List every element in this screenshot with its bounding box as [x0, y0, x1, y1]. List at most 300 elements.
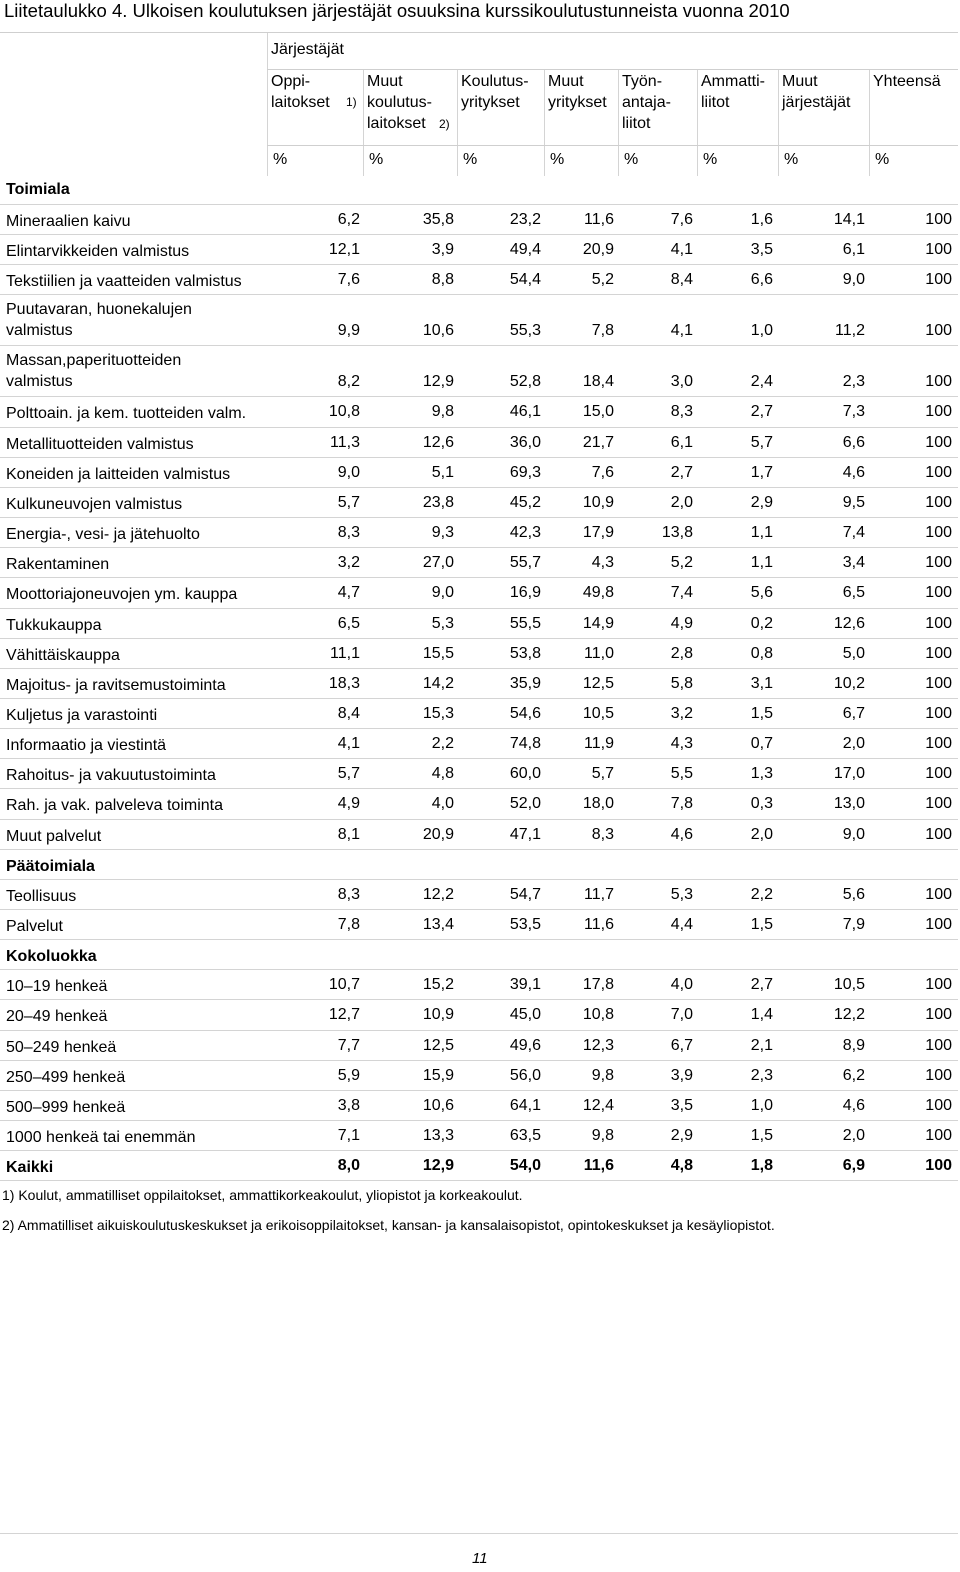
table-cell: 1,1	[750, 524, 773, 542]
table-cell: 100	[925, 211, 952, 228]
column-header	[271, 71, 330, 113]
column-header	[548, 71, 607, 113]
table-cell: 4,9	[670, 614, 693, 632]
table-cell: 100	[925, 885, 952, 903]
table-cell: 6,7	[670, 1036, 693, 1054]
table-row	[0, 396, 958, 426]
table-cell: 1,1	[750, 554, 773, 572]
table-cell: 4,6	[842, 463, 865, 481]
table-cell: 4,1	[337, 735, 360, 753]
table-cell: 13,0	[833, 795, 865, 813]
table-row	[0, 577, 958, 607]
data-table	[0, 32, 958, 1177]
table-cell: 5,2	[591, 271, 614, 289]
table-cell: 6,1	[842, 241, 865, 259]
unit-label: %	[875, 151, 890, 168]
table-row	[0, 668, 958, 698]
column-header	[367, 71, 432, 134]
table-cell: 10,7	[328, 976, 360, 994]
header-column-divider	[869, 69, 870, 176]
row-label: Päätoimiala	[6, 857, 95, 875]
column-header-line: koulutus-	[367, 94, 432, 111]
table-row	[0, 1030, 958, 1060]
row-label: Majoitus- ja ravitsemustoiminta	[6, 676, 226, 694]
table-cell: 12,6	[422, 433, 454, 451]
header-column-divider	[618, 69, 619, 176]
table-cell: 11,2	[835, 322, 865, 340]
table-cell: 100	[925, 463, 952, 481]
column-header-line: antaja-	[622, 94, 671, 111]
table-cell: 69,3	[509, 463, 541, 481]
table-cell: 11,6	[584, 916, 614, 933]
table-cell: 23,2	[509, 211, 541, 228]
table-row	[0, 999, 958, 1029]
table-cell: 7,1	[337, 1127, 360, 1145]
row-label: Tukkukauppa	[6, 616, 102, 634]
table-cell: 18,4	[582, 373, 614, 391]
unit-label: %	[273, 151, 288, 168]
table-cell: 9,0	[842, 825, 865, 843]
table-cell: 10,5	[833, 976, 865, 994]
table-cell: 11,9	[584, 735, 614, 753]
header-column-divider	[544, 69, 545, 176]
table-cell: 5,7	[337, 765, 360, 783]
table-cell: 1,5	[750, 1127, 773, 1145]
footnote-marker: 2)	[439, 117, 450, 131]
table-cell: 100	[925, 704, 952, 722]
row-label: 500–999 henkeä	[6, 1098, 126, 1116]
table-cell: 5,3	[670, 885, 693, 903]
row-label: Mineraalien kaivu	[6, 213, 131, 230]
table-row	[0, 345, 958, 396]
table-cell: 7,8	[591, 322, 614, 340]
table-cell: 9,3	[431, 524, 454, 542]
table-cell: 35,9	[509, 674, 541, 692]
table-cell: 2,0	[842, 1127, 865, 1145]
table-cell: 14,1	[833, 211, 865, 228]
row-label: Polttoain. ja kem. tuotteiden valm.	[6, 405, 247, 423]
header-column-divider	[457, 69, 458, 176]
table-cell: 46,1	[509, 403, 541, 421]
table-cell: 8,4	[670, 271, 693, 289]
table-cell: 1,7	[750, 463, 773, 481]
table-cell: 45,0	[509, 1006, 541, 1024]
table-cell: 11,3	[330, 433, 360, 451]
table-cell: 15,0	[582, 403, 614, 421]
row-label: Tekstiilien ja vaatteiden valmistus	[6, 273, 242, 291]
table-cell: 20,9	[582, 241, 614, 259]
row-label: Moottoriajoneuvojen ym. kauppa	[6, 586, 238, 604]
row-label: 20–49 henkeä	[6, 1008, 108, 1026]
unit-label: %	[703, 151, 718, 168]
table-row	[0, 608, 958, 638]
table-cell: 6,1	[670, 433, 693, 451]
row-label: 10–19 henkeä	[6, 978, 108, 996]
table-cell: 100	[925, 674, 952, 692]
table-cell: 4,6	[842, 1096, 865, 1114]
row-label: Koneiden ja laitteiden valmistus	[6, 465, 231, 483]
table-cell: 21,7	[582, 433, 614, 451]
table-cell: 8,0	[337, 1157, 360, 1175]
table-row	[0, 457, 958, 487]
column-header	[701, 71, 765, 113]
table-row	[0, 517, 958, 547]
table-cell: 5,0	[842, 644, 865, 662]
table-cell: 2,9	[750, 493, 773, 511]
column-header	[622, 71, 671, 134]
table-cell: 8,3	[337, 524, 360, 542]
table-cell: 100	[925, 241, 952, 259]
table-cell: 10,9	[422, 1006, 454, 1024]
column-header-line: Ammatti-	[701, 73, 765, 90]
table-cell: 1,5	[750, 916, 773, 933]
row-label: Palvelut	[6, 918, 63, 935]
table-cell: 60,0	[509, 765, 541, 783]
table-title: Liitetaulukko 4. Ulkoisen koulutuksen järjestäjät osuuksina kurssikoulutustunneista vuonna 2010	[4, 0, 790, 21]
unit-label: %	[463, 151, 478, 168]
unit-label: %	[624, 151, 639, 168]
table-cell: 12,9	[422, 1157, 454, 1175]
table-cell: 11,7	[584, 885, 614, 903]
table-cell: 3,9	[431, 241, 454, 259]
table-cell: 9,5	[842, 493, 865, 511]
table-cell: 100	[925, 976, 952, 994]
table-row	[0, 1060, 958, 1090]
column-header-line: Muut	[367, 73, 403, 90]
table-cell: 7,8	[337, 916, 360, 933]
table-cell: 47,1	[509, 825, 541, 843]
table-row	[0, 427, 958, 457]
table-cell: 4,1	[670, 241, 693, 259]
table-cell: 4,1	[670, 322, 693, 340]
table-cell: 9,0	[431, 584, 454, 602]
table-cell: 6,5	[842, 584, 865, 602]
table-cell: 9,8	[431, 403, 454, 421]
row-label: 50–249 henkeä	[6, 1038, 117, 1056]
table-row	[0, 1120, 958, 1150]
row-label: Rah. ja vak. palveleva toiminta	[6, 797, 223, 815]
table-cell: 53,8	[509, 644, 541, 662]
table-cell: 12,5	[422, 1036, 454, 1054]
table-cell: 5,7	[591, 765, 614, 783]
table-cell: 2,4	[750, 373, 773, 391]
table-row	[0, 698, 958, 728]
table-cell: 9,8	[591, 1127, 614, 1145]
table-cell: 12,6	[833, 614, 865, 632]
table-cell: 56,0	[509, 1066, 541, 1084]
table-cell: 3,9	[670, 1066, 693, 1084]
table-cell: 55,3	[509, 322, 541, 340]
table-cell: 17,8	[582, 976, 614, 994]
table-cell: 100	[925, 614, 952, 632]
table-cell: 5,6	[750, 584, 773, 602]
table-cell: 100	[925, 554, 952, 572]
table-row	[0, 264, 958, 294]
table-cell: 100	[925, 271, 952, 289]
header-column-divider	[267, 33, 268, 176]
table-cell: 7,6	[670, 211, 693, 228]
table-cell: 7,6	[591, 463, 614, 481]
table-cell: 5,2	[670, 554, 693, 572]
table-cell: 54,7	[509, 885, 541, 903]
table-row	[0, 909, 958, 939]
table-cell: 5,9	[337, 1066, 360, 1084]
row-label: Massan,paperituotteiden valmistus	[6, 352, 182, 391]
header-group-label: Järjestäjät	[271, 41, 344, 58]
section-header-row	[0, 939, 958, 969]
table-cell: 9,8	[591, 1066, 614, 1084]
table-cell: 2,7	[670, 463, 693, 481]
column-header-line: Oppi-	[271, 73, 311, 90]
table-cell: 35,8	[422, 211, 454, 228]
table-cell: 9,0	[337, 463, 360, 481]
table-cell: 100	[925, 1096, 952, 1114]
column-header-line: liitot	[622, 115, 651, 132]
unit-label: %	[550, 151, 565, 168]
table-cell: 55,5	[509, 614, 541, 632]
table-cell: 52,8	[509, 373, 541, 391]
table-cell: 49,6	[509, 1036, 541, 1054]
table-cell: 7,6	[337, 271, 360, 289]
table-cell: 6,5	[337, 614, 360, 632]
table-cell: 36,0	[509, 433, 541, 451]
table-cell: 54,4	[509, 271, 541, 289]
table-cell: 23,8	[422, 493, 454, 511]
table-cell: 4,3	[670, 735, 693, 753]
table-cell: 14,9	[582, 614, 614, 632]
header-column-divider	[363, 69, 364, 176]
table-cell: 8,1	[337, 825, 360, 843]
table-cell: 0,2	[750, 614, 773, 632]
table-cell: 18,0	[582, 795, 614, 813]
table-row	[0, 234, 958, 264]
column-header-line: yritykset	[548, 94, 607, 111]
table-cell: 7,8	[670, 795, 693, 813]
table-cell: 17,0	[833, 765, 865, 783]
table-cell: 4,0	[431, 795, 454, 813]
table-cell: 100	[925, 916, 952, 933]
page-number: 11	[472, 1550, 488, 1567]
row-label: Kokoluokka	[6, 948, 97, 966]
row-label: Kuljetus ja varastointi	[6, 706, 158, 724]
row-label: Rahoitus- ja vakuutustoiminta	[6, 767, 216, 785]
column-header-line: laitokset	[271, 94, 330, 111]
table-cell: 3,1	[750, 674, 773, 692]
table-cell: 100	[925, 735, 952, 753]
footnote: 2) Ammatilliset aikuiskoulutuskeskukset ja erikoisoppilaitokset, kansan- ja kansalaisopistot, opintokeskukset ja kesäyliopistot.	[2, 1217, 775, 1233]
table-cell: 100	[925, 493, 952, 511]
table-cell: 74,8	[509, 735, 541, 753]
table-cell: 11,6	[583, 1157, 614, 1175]
table-cell: 49,4	[509, 241, 541, 259]
header-column-divider	[778, 69, 779, 176]
table-cell: 4,8	[431, 765, 454, 783]
unit-label: %	[369, 151, 384, 168]
table-cell: 1,5	[750, 704, 773, 722]
table-row	[0, 638, 958, 668]
table-cell: 4,3	[591, 554, 614, 572]
table-cell: 6,2	[842, 1066, 865, 1084]
table-cell: 15,9	[422, 1066, 454, 1084]
table-cell: 100	[925, 765, 952, 783]
row-label: 1000 henkeä tai enemmän	[6, 1129, 196, 1147]
total-row	[0, 1150, 958, 1180]
table-cell: 16,9	[509, 584, 541, 602]
table-cell: 8,3	[670, 403, 693, 421]
table-cell: 100	[925, 1157, 952, 1175]
table-cell: 5,7	[750, 433, 773, 451]
table-cell: 12,7	[328, 1006, 360, 1024]
table-cell: 55,7	[509, 554, 541, 572]
table-cell: 11,1	[330, 644, 360, 662]
column-header-line: Muut	[782, 73, 818, 90]
table-cell: 11,6	[584, 211, 614, 228]
table-cell: 27,0	[422, 554, 454, 572]
table-cell: 52,0	[509, 795, 541, 813]
table-cell: 4,4	[670, 916, 693, 933]
table-cell: 5,3	[431, 614, 454, 632]
table-cell: 0,3	[750, 795, 773, 813]
column-header-line: Työn-	[622, 73, 663, 90]
column-header	[873, 71, 941, 92]
table-cell: 13,3	[422, 1127, 454, 1145]
table-cell: 1,4	[750, 1006, 773, 1024]
column-header-line: yritykset	[461, 94, 520, 111]
table-cell: 12,2	[833, 1006, 865, 1024]
table-cell: 0,7	[750, 735, 773, 753]
table-cell: 63,5	[509, 1127, 541, 1145]
table-cell: 10,9	[582, 493, 614, 511]
table-cell: 100	[925, 403, 952, 421]
table-cell: 1,3	[750, 765, 773, 783]
table-row	[0, 547, 958, 577]
table-cell: 10,2	[833, 674, 865, 692]
table-row	[0, 728, 958, 758]
table-cell: 0,8	[750, 644, 773, 662]
table-cell: 100	[925, 322, 952, 340]
table-cell: 2,2	[750, 885, 773, 903]
column-header	[782, 71, 850, 113]
table-cell: 2,0	[750, 825, 773, 843]
table-cell: 12,4	[582, 1096, 614, 1114]
table-cell: 13,8	[661, 524, 693, 542]
row-label: Energia-, vesi- ja jätehuolto	[6, 526, 200, 544]
column-header-line: laitokset	[367, 115, 426, 132]
table-cell: 100	[925, 825, 952, 843]
table-cell: 100	[925, 1066, 952, 1084]
row-label: Kaikki	[6, 1159, 54, 1177]
table-cell: 2,2	[431, 735, 454, 753]
table-cell: 8,3	[591, 825, 614, 843]
table-cell: 2,7	[750, 976, 773, 994]
table-cell: 3,2	[670, 704, 693, 722]
table-cell: 6,9	[842, 1157, 865, 1175]
table-cell: 3,2	[337, 554, 360, 572]
table-cell: 12,1	[328, 241, 360, 259]
table-cell: 100	[925, 1127, 952, 1145]
table-cell: 42,3	[509, 524, 541, 542]
table-cell: 2,7	[750, 403, 773, 421]
table-cell: 5,7	[337, 493, 360, 511]
table-cell: 3,4	[842, 554, 865, 572]
table-cell: 12,5	[582, 674, 614, 692]
table-cell: 6,7	[842, 704, 865, 722]
table-cell: 2,9	[670, 1127, 693, 1145]
table-cell: 54,0	[509, 1157, 541, 1175]
row-header-label: Toimiala	[6, 181, 70, 198]
table-cell: 14,2	[422, 674, 454, 692]
table-cell: 100	[925, 524, 952, 542]
table-cell: 8,4	[337, 704, 360, 722]
table-cell: 15,3	[422, 704, 454, 722]
table-cell: 7,4	[670, 584, 693, 602]
row-label: Muut palvelut	[6, 827, 102, 845]
table-cell: 12,2	[422, 885, 454, 903]
table-cell: 13,4	[422, 916, 454, 933]
table-cell: 100	[925, 584, 952, 602]
column-header-line: Muut	[548, 73, 584, 90]
table-cell: 64,1	[509, 1096, 541, 1114]
header-column-divider	[697, 69, 698, 176]
table-row	[0, 204, 958, 234]
table-cell: 15,5	[422, 644, 454, 662]
table-cell: 12,9	[422, 373, 454, 391]
table-cell: 5,6	[842, 885, 865, 903]
table-row	[0, 758, 958, 788]
row-label: Elintarvikkeiden valmistus	[6, 243, 190, 261]
table-cell: 18,3	[328, 674, 360, 692]
table-cell: 1,6	[750, 211, 773, 228]
table-row	[0, 879, 958, 909]
table-cell: 10,8	[582, 1006, 614, 1024]
section-header-row	[0, 849, 958, 879]
table-cell: 10,5	[582, 704, 614, 722]
table-cell: 49,8	[582, 584, 614, 602]
row-label: Kulkuneuvojen valmistus	[6, 495, 183, 513]
table-cell: 9,0	[842, 271, 865, 289]
row-label: Informaatio ja viestintä	[6, 737, 167, 755]
column-header	[461, 71, 529, 113]
table-row	[0, 788, 958, 818]
unit-label: %	[784, 151, 799, 168]
table-cell: 17,9	[582, 524, 614, 542]
table-cell: 8,2	[337, 373, 360, 391]
table-cell: 54,6	[509, 704, 541, 722]
table-row	[0, 819, 958, 849]
header-rule	[267, 69, 958, 70]
table-cell: 4,8	[670, 1157, 693, 1175]
row-label: Vähittäiskauppa	[6, 646, 120, 664]
table-cell: 5,1	[431, 463, 454, 481]
table-cell: 10,6	[422, 322, 454, 340]
table-cell: 100	[925, 1036, 952, 1054]
table-cell: 12,3	[582, 1036, 614, 1054]
table-cell: 100	[925, 795, 952, 813]
table-cell: 4,7	[337, 584, 360, 602]
header-rule	[267, 145, 958, 146]
table-cell: 7,4	[842, 524, 865, 542]
table-cell: 6,6	[842, 433, 865, 451]
table-cell: 2,3	[750, 1066, 773, 1084]
table-cell: 7,0	[670, 1006, 693, 1024]
row-label: Teollisuus	[6, 887, 77, 905]
table-cell: 8,3	[337, 885, 360, 903]
row-label: Metallituotteiden valmistus	[6, 435, 194, 453]
table-cell: 20,9	[422, 825, 454, 843]
table-bottom-rule	[0, 1180, 958, 1181]
table-cell: 3,0	[670, 373, 693, 391]
page-divider	[0, 1533, 958, 1534]
